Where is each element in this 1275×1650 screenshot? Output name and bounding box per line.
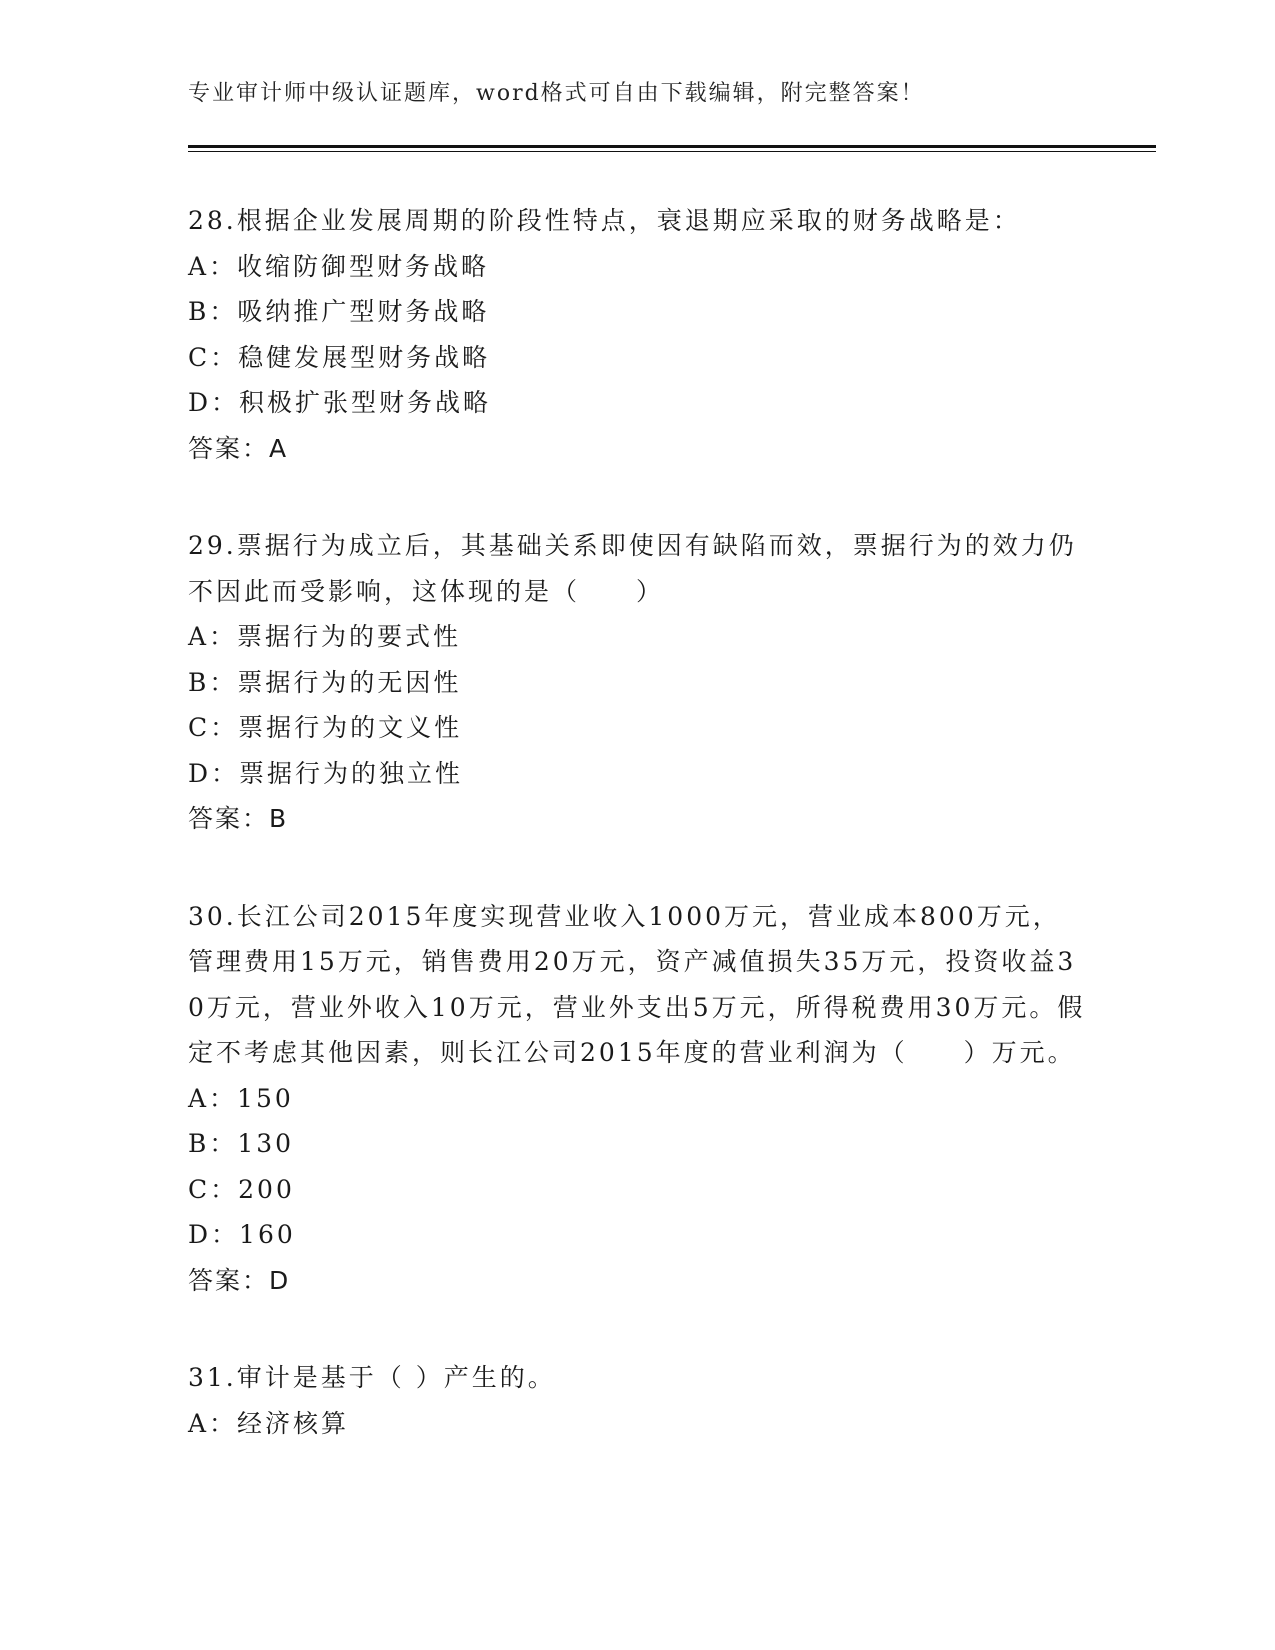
- question-30: [188, 894, 1088, 1304]
- question-stem: 30.长江公司2015年度实现营业收入1000万元，营业成本800万元，管理费用15万元，销售费用20万元，资产减值损失35万元，投资收益30万元，营业外收入10万元，营业外支出5万元，所得税费用30万元。假定不考虑其他因素，则长江公司2015年度的营业利润为（ ）万元。: [188, 901, 1086, 1067]
- question-list: [188, 198, 1088, 1498]
- option-a: A：经济核算: [188, 1408, 350, 1438]
- question-stem: 29.票据行为成立后，其基础关系即使因有缺陷而效，票据行为的效力仍不因此而受影响，这体现的是（ ）: [188, 531, 1077, 606]
- answer: 答案：D: [188, 1265, 291, 1295]
- question-29: [188, 523, 1088, 842]
- question-stem: 28.根据企业发展周期的阶段性特点，衰退期应采取的财务战略是：: [188, 206, 1021, 235]
- page-header: 专业审计师中级认证题库，word格式可自由下载编辑，附完整答案！: [188, 81, 925, 106]
- option-d: D：票据行为的独立性: [188, 758, 464, 788]
- header-divider-thick: [188, 145, 1156, 148]
- option-a: A：收缩防御型财务战略: [188, 251, 490, 281]
- header-divider-thin: [188, 151, 1156, 152]
- option-a: A：票据行为的要式性: [188, 622, 462, 651]
- option-b: B：吸纳推广型财务战略: [188, 297, 490, 326]
- answer: 答案：B: [188, 804, 289, 833]
- question-28: [188, 198, 1088, 471]
- option-d: D：160: [188, 1220, 296, 1249]
- option-b: B：130: [188, 1129, 295, 1158]
- option-c: C：稳健发展型财务战略: [188, 342, 491, 372]
- answer: 答案：A: [188, 433, 289, 463]
- option-a: A：150: [188, 1083, 294, 1113]
- question-stem: 31.审计是基于（ ）产生的。: [188, 1363, 556, 1392]
- question-31: [188, 1355, 1088, 1446]
- option-d: D：积极扩张型财务战略: [188, 388, 492, 417]
- option-c: C：票据行为的文义性: [188, 713, 463, 742]
- option-c: C：200: [188, 1174, 295, 1204]
- option-b: B：票据行为的无因性: [188, 667, 462, 697]
